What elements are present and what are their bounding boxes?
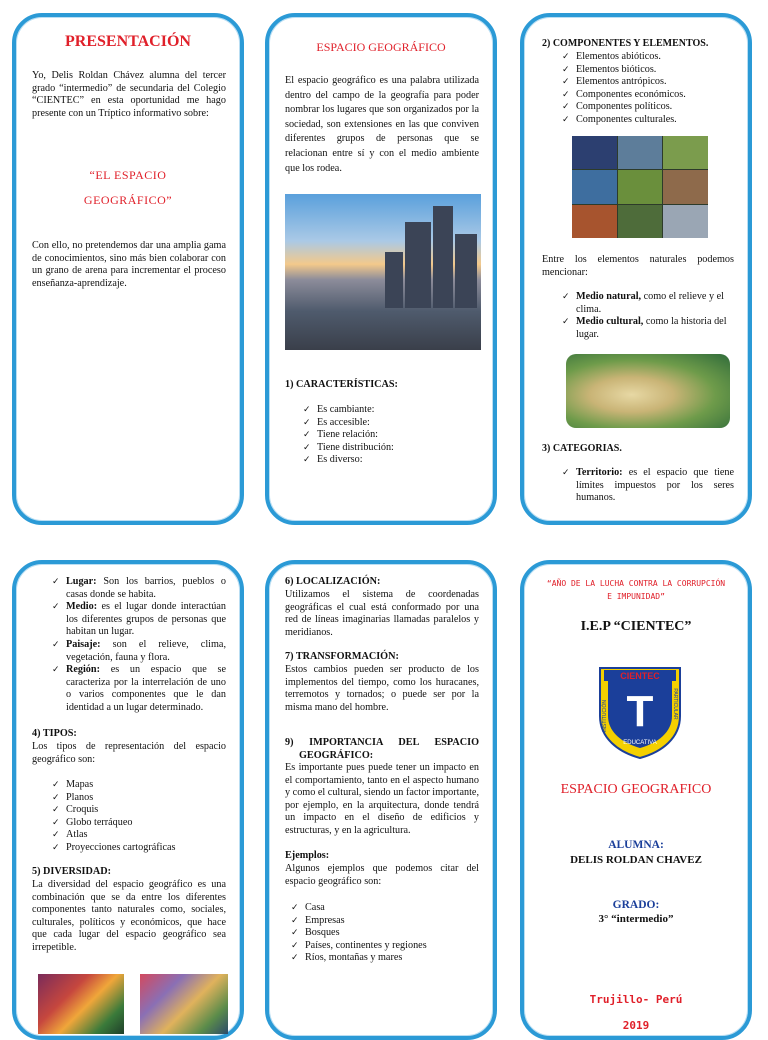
localization-heading: 6) LOCALIZACIÓN:: [285, 576, 381, 587]
list-item: ✓ Casa: [289, 902, 427, 915]
elements-list: [560, 291, 734, 341]
list-item: ✓ Croquis: [50, 804, 175, 817]
components-heading: 2) COMPONENTES Y ELEMENTOS.: [542, 38, 709, 49]
grade-value: 3° “intermedio”: [598, 913, 674, 925]
definition-paragraph: El espacio geográfico es una palabra utilizada dentro del campo de la geografía para poder nombrar los lugares que son organizados por la sociedad, son extensiones en las que conviven diferentes grupos de personas que se relacionan entre sí y con el medio ambiente que los rodea.: [285, 75, 479, 174]
list-item: ✓ Es cambiante:: [301, 404, 394, 417]
transformation-paragraph: Estos cambios pueden ser producto de los implementos del tiempo, como los huracanes, terremotos y tornados; o puede ser por la misma mano del hombre.: [285, 664, 479, 713]
list-item: ✓ Atlas: [50, 829, 175, 842]
list-item: ✓ Mapas: [50, 779, 175, 792]
panel-cover: [520, 560, 752, 1040]
diversity-heading: 5) DIVERSIDAD:: [32, 866, 111, 877]
list-item: ✓ Tiene relación:: [301, 429, 394, 442]
list-item: ✓ Región: es un espacio que se caracteriza por la interrelación de uno o varios componentes que le dan identidad a un lugar determinado.: [50, 664, 226, 714]
list-item: ✓ Componentes políticos.: [560, 101, 686, 114]
types-heading: 4) TIPOS:: [32, 728, 77, 739]
list-item: ✓ Elementos bióticos.: [560, 64, 686, 77]
list-item: ✓ Paisaje: son el relieve, clima, vegetación, fauna y flora.: [50, 639, 226, 664]
examples-list: [289, 902, 427, 965]
panel-localizacion: [265, 560, 497, 1040]
list-item: ✓ Es diverso:: [301, 454, 394, 467]
panel-categorias-tipos: [12, 560, 244, 1040]
territory-list: [560, 467, 734, 505]
list-item: ✓ Elementos abióticos.: [560, 51, 686, 64]
landscape-photo: [38, 974, 124, 1034]
grade-label: GRADO:: [612, 899, 660, 911]
svg-text:PARTICULAR: PARTICULAR: [672, 688, 678, 720]
topic-line-1: “EL ESPACIO: [89, 168, 167, 182]
svg-text:T: T: [626, 687, 654, 736]
school-logo: [596, 664, 684, 760]
topic-line-2: GEOGRÁFICO”: [83, 193, 173, 207]
types-intro: Los tipos de representación del espacio geográfico son:: [32, 741, 226, 765]
panel-espacio-geografico: [265, 13, 497, 525]
types-list: [50, 779, 175, 855]
list-item: ✓ Globo terráqueo: [50, 817, 175, 830]
list-item: ✓ Territorio: es el espacio que tiene límites impuestos por los seres humanos.: [560, 467, 734, 505]
closing-paragraph: Con ello, no pretendemos dar una amplia gama de conocimientos, sino más bien colaborar con un grano de arena para incrementar el proceso enseñanza-aprendizaje.: [32, 240, 226, 289]
market-photo: [140, 974, 228, 1034]
list-item: ✓ Países, continentes y regiones: [289, 940, 427, 953]
importance-heading: 9) IMPORTANCIA DEL ESPACIO GEOGRÁFICO:: [285, 737, 479, 761]
intro-paragraph: Yo, Delis Roldan Chávez alumna del tercer grado “intermedio” de secundaria del Colegio “CIENTEC” en esta oportunidad me hago presente con un Tríptico informativo sobre:: [32, 70, 226, 119]
list-item: ✓ Ríos, montañas y mares: [289, 952, 427, 965]
location-text: Trujillo- Perú: [589, 993, 683, 1006]
list-item: ✓ Medio: es el lugar donde interactúan los diferentes grupos de personas que habitan un lugar.: [50, 601, 226, 639]
examples-intro: Algunos ejemplos que podemos citar del espacio geográfico son:: [285, 863, 479, 887]
natural-elements-intro: Entre los elementos naturales podemos mencionar:: [542, 254, 734, 278]
presentation-title: PRESENTACIÓN: [65, 33, 191, 50]
section-title: ESPACIO GEOGRÁFICO: [316, 40, 446, 54]
characteristics-heading: 1) CARACTERÍSTICAS:: [285, 379, 398, 390]
components-list: [560, 51, 686, 127]
nature-illustration: [566, 354, 730, 428]
categories-heading: 3) CATEGORIAS.: [542, 443, 622, 454]
components-collage: [572, 136, 708, 238]
svg-text:INSTITUCIÓN: INSTITUCIÓN: [602, 700, 608, 732]
panel-componentes: [520, 13, 752, 525]
list-item: ✓ Componentes económicos.: [560, 89, 686, 102]
diversity-paragraph: La diversidad del espacio geográfico es una combinación que se da entre los diferentes componentes tanto naturales como, sociales, culturales, políticos y económicos, que hace que cada lugar del espacio geográfico sea irrepetible.: [32, 879, 226, 953]
student-label: ALUMNA:: [608, 839, 664, 851]
year-motto: “AÑO DE LA LUCHA CONTRA LA CORRUPCIÓN E IMPUNIDAD”: [546, 579, 726, 601]
list-item: ✓ Elementos antrópicos.: [560, 76, 686, 89]
svg-text:EDUCATIVA: EDUCATIVA: [623, 740, 657, 746]
svg-text:CIENTEC: CIENTEC: [620, 671, 660, 681]
list-item: ✓ Proyecciones cartográficas: [50, 842, 175, 855]
shield-icon: [596, 664, 684, 760]
list-item: ✓ Medio cultural, como la historia del lugar.: [560, 316, 734, 341]
list-item: ✓ Lugar: Son los barrios, pueblos o casas donde se habita.: [50, 576, 226, 601]
year-text: 2019: [622, 1019, 650, 1032]
importance-paragraph: Es importante pues puede tener un impacto en el comportamiento, tanto en el aspecto humano y como el cultural, siendo un factor importante, por ejemplo, en la arquitectura, donde tendrá un impacto en el diseño de edificios y estructuras, y en la agricultura.: [285, 762, 479, 836]
transformation-heading: 7) TRANSFORMACIÓN:: [285, 651, 399, 662]
student-name: DELIS ROLDAN CHAVEZ: [570, 854, 702, 866]
school-name: I.E.P “CIENTEC”: [580, 619, 692, 634]
characteristics-list: [301, 404, 394, 467]
list-item: ✓ Es accesible:: [301, 417, 394, 430]
categories-list: [50, 576, 226, 715]
list-item: ✓ Medio natural, como el relieve y el clima.: [560, 291, 734, 316]
list-item: ✓ Componentes culturales.: [560, 114, 686, 127]
examples-heading: Ejemplos:: [285, 850, 330, 861]
list-item: ✓ Planos: [50, 792, 175, 805]
list-item: ✓ Bosques: [289, 927, 427, 940]
cover-title: ESPACIO GEOGRAFICO: [560, 782, 712, 797]
list-item: ✓ Tiene distribución:: [301, 442, 394, 455]
city-photo: [285, 194, 481, 350]
panel-presentacion: [12, 13, 244, 525]
list-item: ✓ Empresas: [289, 915, 427, 928]
localization-paragraph: Utilizamos el sistema de coordenadas geográficas el cual está conformado por una red de líneas imaginarias llamadas paralelos y meridianos.: [285, 589, 479, 638]
